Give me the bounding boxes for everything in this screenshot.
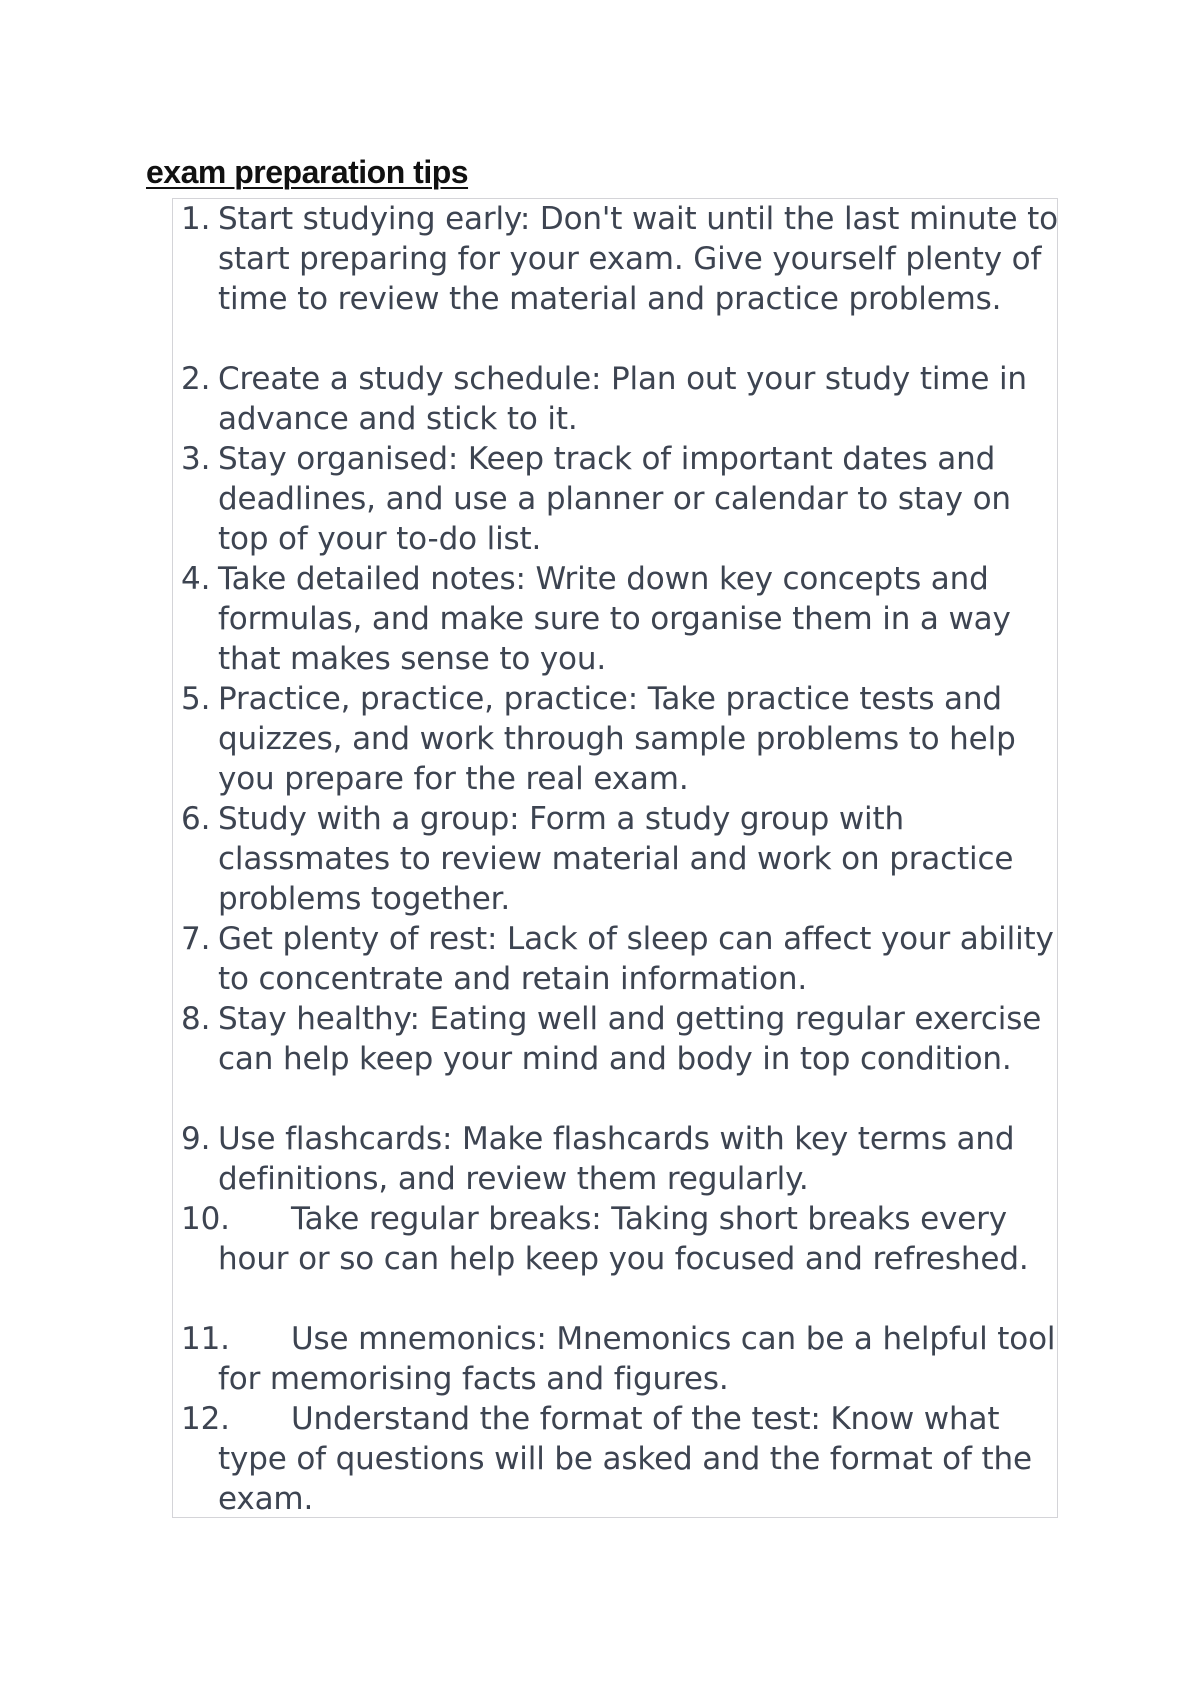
list-item-number: 7. <box>181 921 211 957</box>
list-item <box>173 1199 1053 1279</box>
list-item-text: Use mnemonics: Mnemonics can be a helpful tool for memorising facts and figures. <box>218 1321 1056 1397</box>
list-item <box>173 439 1053 559</box>
list-item-text: Take regular breaks: Taking short breaks every hour or so can help keep you focused and refreshed. <box>218 1201 1029 1277</box>
list-item-number: 11. <box>181 1321 230 1357</box>
list-item <box>173 799 1053 919</box>
list-item-number: 10. <box>181 1201 230 1237</box>
list-item-number: 1. <box>181 201 211 237</box>
list-item-text: Start studying early: Don't wait until the last minute to start preparing for your exam. Give yourself plenty of time to review the material and practice problems. <box>218 201 1058 317</box>
tips-list <box>172 198 1058 1518</box>
list-item-text: Use flashcards: Make flashcards with key terms and definitions, and review them regularly. <box>218 1121 1015 1197</box>
list-item-number: 9. <box>181 1121 211 1157</box>
list-item-number: 2. <box>181 361 211 397</box>
list-item-text: Get plenty of rest: Lack of sleep can affect your ability to concentrate and retain information. <box>218 921 1054 997</box>
list-item-number: 12. <box>181 1401 230 1437</box>
list-item <box>173 199 1058 319</box>
list-item-text: Understand the format of the test: Know what type of questions will be asked and the format of the exam. <box>218 1401 1032 1517</box>
list-item <box>173 359 1053 439</box>
list-item-number: 8. <box>181 1001 211 1037</box>
list-item-text: Stay organised: Keep track of important dates and deadlines, and use a planner or calendar to stay on top of your to-do list. <box>218 441 1011 557</box>
list-item-number: 3. <box>181 441 211 477</box>
list-item <box>173 1319 1056 1399</box>
list-item <box>173 559 1053 679</box>
list-item-text: Study with a group: Form a study group with classmates to review material and work on practice problems together. <box>218 801 1014 917</box>
list-item-number: 4. <box>181 561 211 597</box>
list-item-text: Stay healthy: Eating well and getting regular exercise can help keep your mind and body in top condition. <box>218 1001 1042 1077</box>
list-item <box>173 1119 1053 1199</box>
list-item <box>173 679 1053 799</box>
page-title: exam preparation tips <box>146 154 469 190</box>
list-item-text: Take detailed notes: Write down key concepts and formulas, and make sure to organise them in a way that makes sense to you. <box>218 561 1011 677</box>
list-item-number: 5. <box>181 681 211 717</box>
list-item-text: Practice, practice, practice: Take practice tests and quizzes, and work through sample problems to help you prepare for the real exam. <box>218 681 1016 797</box>
list-item-number: 6. <box>181 801 211 837</box>
list-item <box>173 919 1053 999</box>
list-item <box>173 1399 1053 1519</box>
list-item <box>173 999 1053 1079</box>
list-item-text: Create a study schedule: Plan out your study time in advance and stick to it. <box>218 361 1027 437</box>
